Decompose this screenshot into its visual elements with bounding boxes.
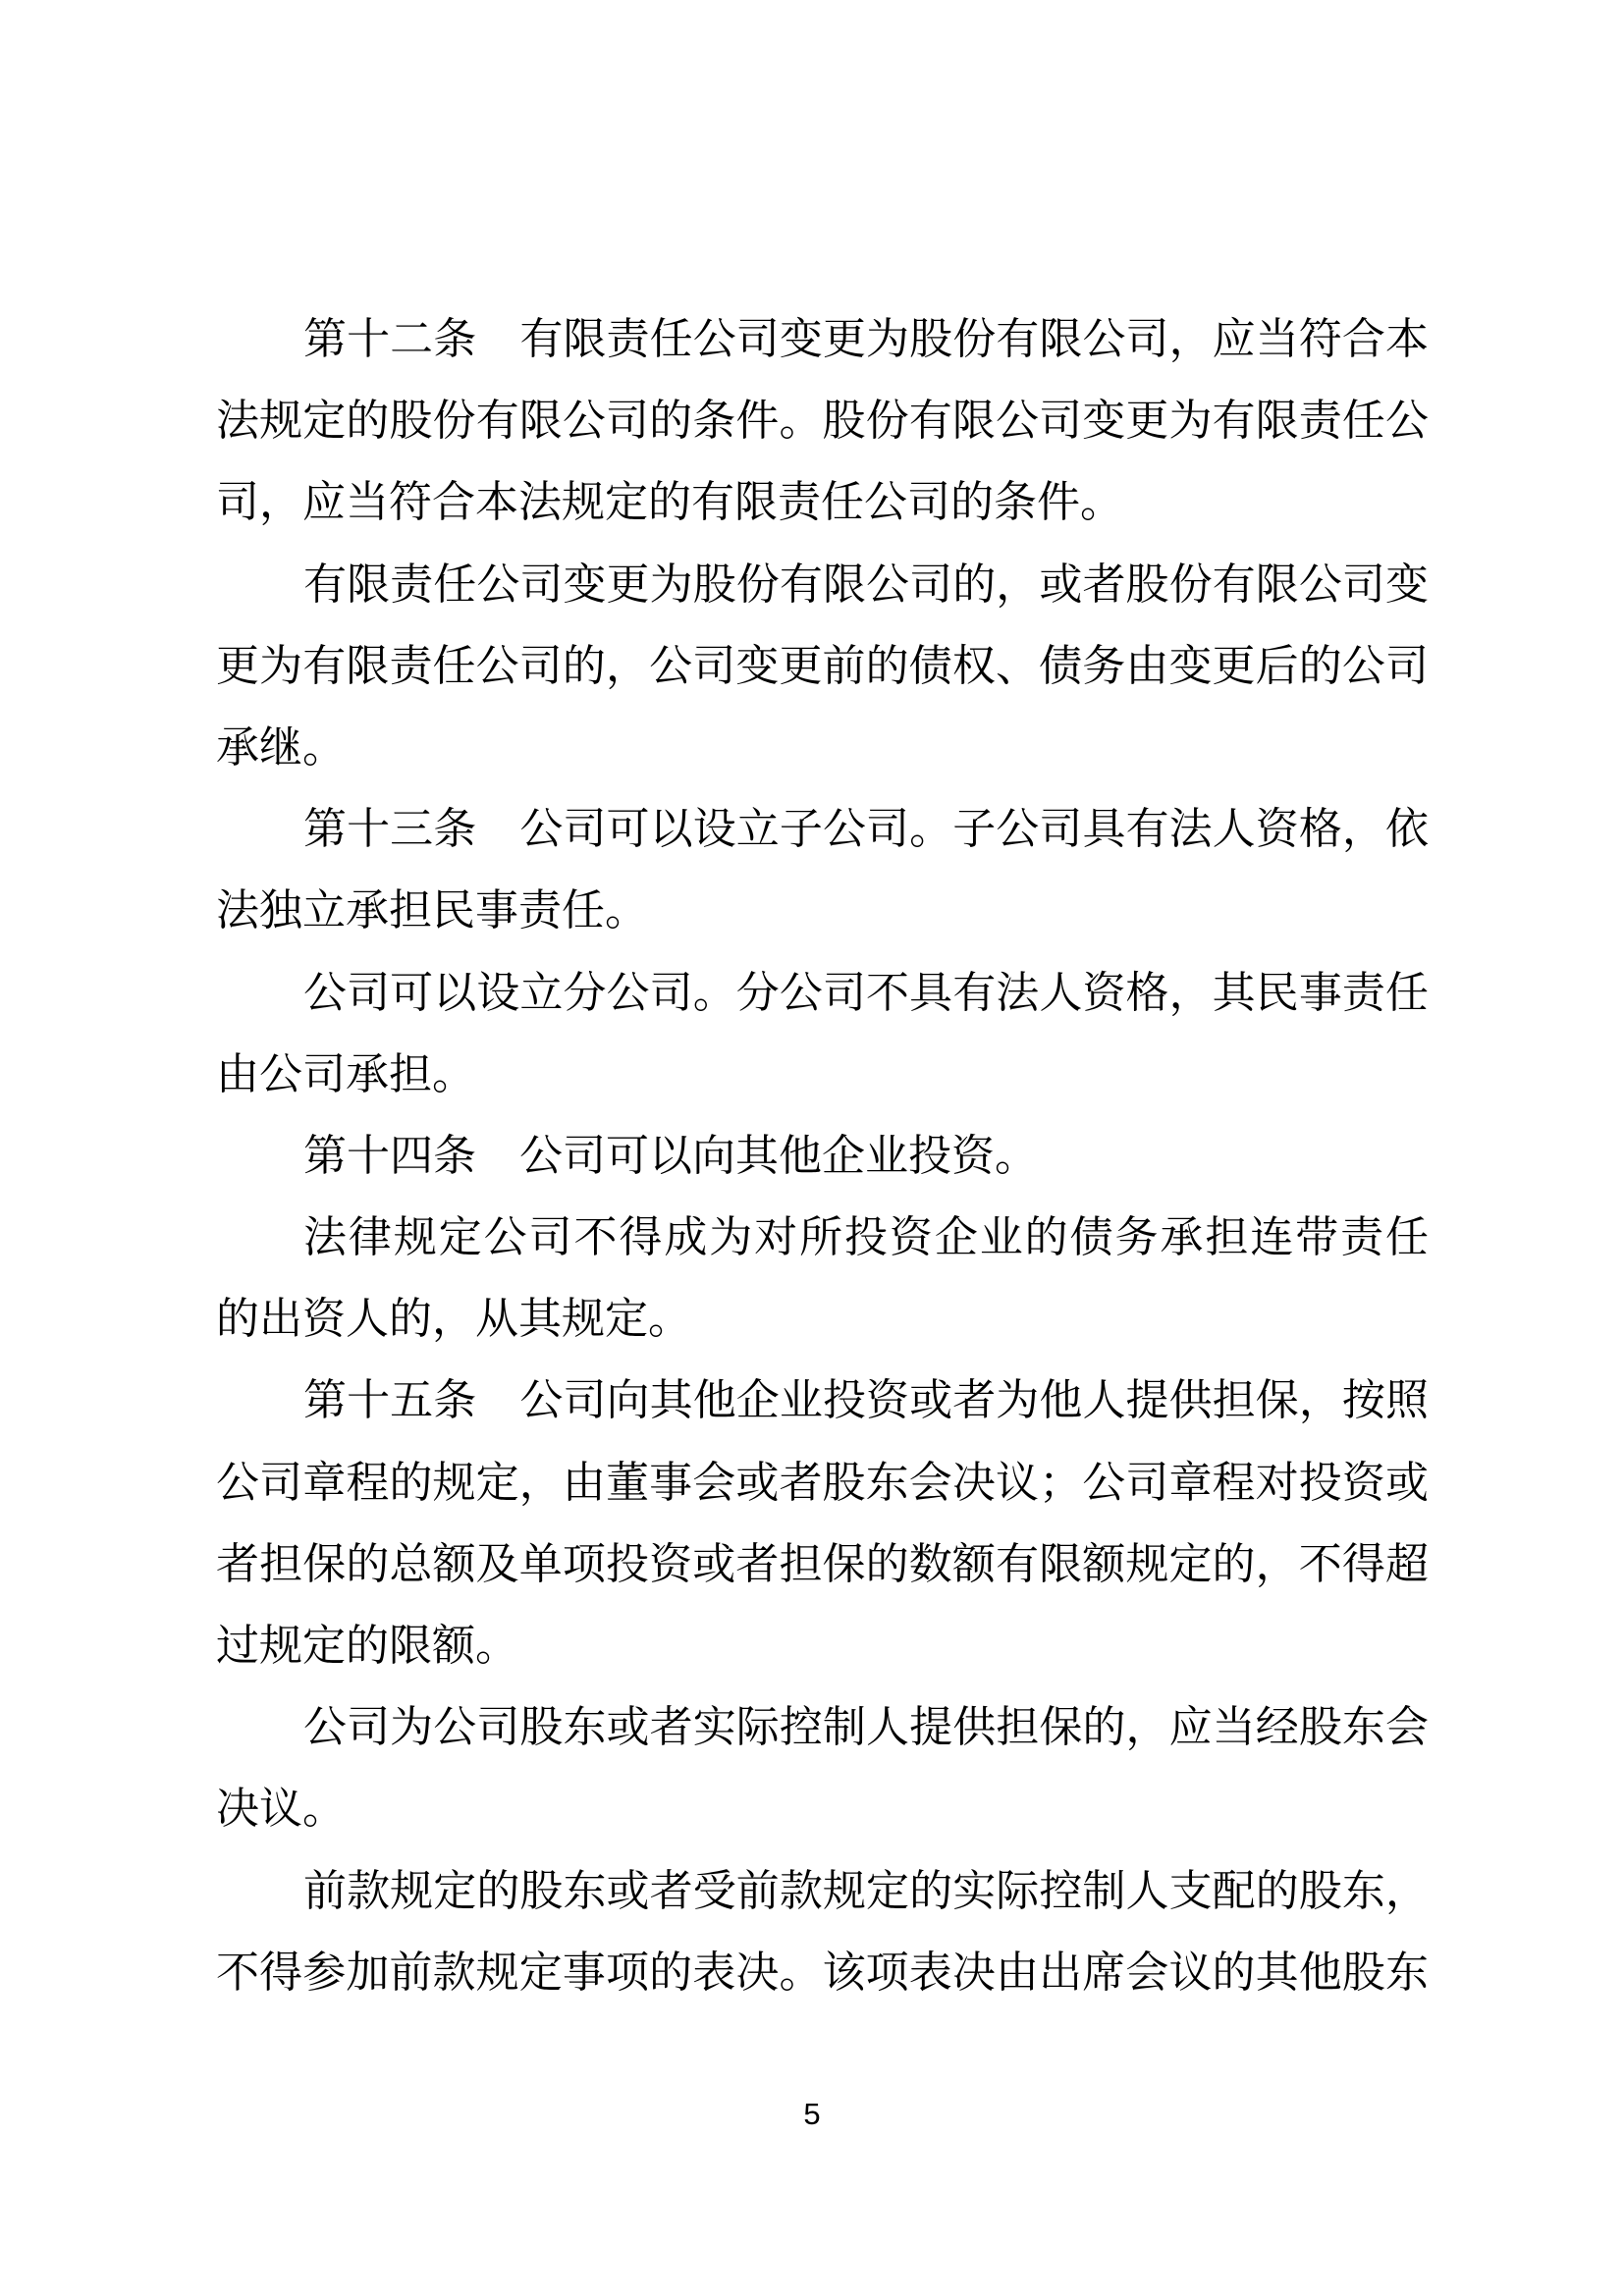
text-line: 有限责任公司变更为股份有限公司的，或者股份有限公司变	[303, 560, 1429, 609]
text-line: 法律规定公司不得成为对所投资企业的债务承担连带责任	[303, 1213, 1429, 1262]
text-line: 第十三条 公司可以设立子公司。子公司具有法人资格，依	[303, 805, 1429, 854]
paragraph	[216, 1686, 1429, 1849]
text-line: 法独立承担民事责任。	[216, 886, 648, 935]
text-line: 不得参加前款规定事项的表决。该项表决由出席会议的其他股东	[216, 1948, 1429, 1997]
text-line: 公司为公司股东或者实际控制人提供担保的，应当经股东会	[303, 1703, 1429, 1752]
text-line: 公司可以设立分公司。分公司不具有法人资格，其民事责任	[303, 968, 1429, 1017]
text-line: 第十四条 公司可以向其他企业投资。	[303, 1131, 1038, 1180]
text-line: 承继。	[216, 722, 346, 772]
text-line: 更为有限责任公司的，公司变更前的债权、债务由变更后的公司	[216, 641, 1429, 690]
paragraph	[216, 1197, 1429, 1360]
text-line: 的出资人的，从其规定。	[216, 1295, 691, 1344]
text-line: 者担保的总额及单项投资或者担保的数额有限额规定的，不得超	[216, 1539, 1429, 1588]
text-line: 前款规定的股东或者受前款规定的实际控制人支配的股东，	[303, 1866, 1429, 1915]
paragraph	[216, 1115, 1429, 1197]
paragraph	[216, 952, 1429, 1115]
text-line: 第十二条 有限责任公司变更为股份有限公司，应当符合本	[303, 315, 1429, 363]
text-line: 过规定的限额。	[216, 1622, 518, 1670]
text-line: 由公司承担。	[216, 1049, 475, 1098]
document-body	[216, 298, 1429, 2013]
text-line: 法规定的股份有限公司的条件。股份有限公司变更为有限责任公	[216, 397, 1429, 446]
paragraph	[216, 1850, 1429, 2013]
text-line: 司，应当符合本法规定的有限责任公司的条件。	[216, 478, 1123, 527]
paragraph	[216, 298, 1429, 544]
paragraph	[216, 788, 1429, 951]
paragraph	[216, 1360, 1429, 1686]
text-line: 第十五条 公司向其他企业投资或者为他人提供担保，按照	[303, 1376, 1429, 1425]
page-number: 5	[803, 2097, 821, 2131]
paragraph	[216, 544, 1429, 789]
text-line: 公司章程的规定，由董事会或者股东会决议；公司章程对投资或	[216, 1458, 1429, 1507]
text-line: 决议。	[216, 1785, 346, 1834]
